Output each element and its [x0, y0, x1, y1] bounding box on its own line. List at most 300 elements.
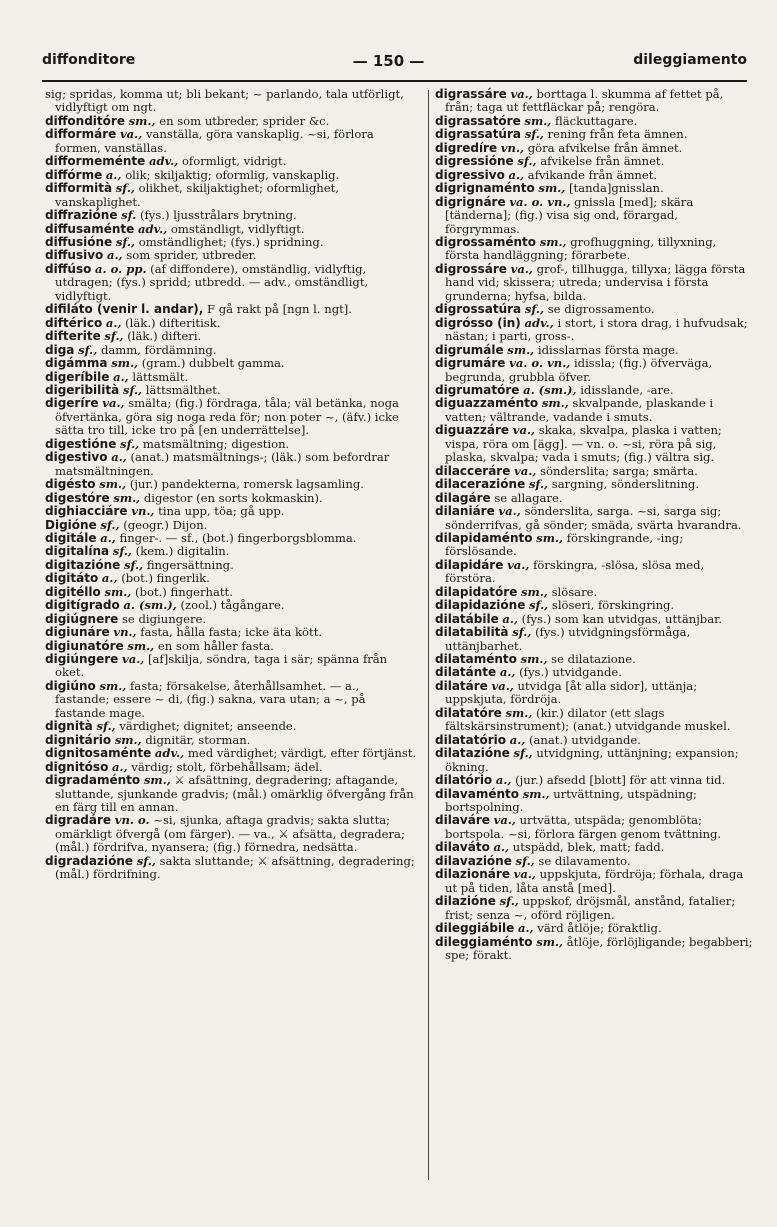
entry-definition: (läk.) difteritisk.	[125, 315, 221, 330]
dictionary-entry	[435, 384, 753, 397]
entry-definition: matsmältning; digestion.	[142, 436, 290, 451]
entry-grammar: va.,	[119, 127, 143, 142]
entry-grammar: sm.,	[524, 113, 552, 128]
entry-headword: difformáre	[45, 127, 117, 142]
entry-headword: difterite	[45, 329, 101, 344]
entry-grammar: sm.,	[104, 584, 132, 599]
entry-definition: sönderslita, sarga. ~si, sarga sig; sönderrifvas, gå sönder; smäda, svärta hvarandra.	[445, 504, 742, 532]
entry-headword: dilagáre	[435, 490, 491, 505]
dictionary-entry	[435, 263, 753, 303]
entry-headword: Digióne	[45, 517, 97, 532]
dictionary-entry	[435, 465, 753, 478]
entry-definition: afvikande från ämnet.	[527, 167, 658, 182]
dictionary-entry	[45, 519, 417, 532]
entry-headword: digrósso (in)	[435, 315, 521, 330]
entry-definition: se digiungere.	[121, 611, 207, 626]
entry-headword: dilavaménto	[435, 786, 519, 801]
entry-grammar: sf.,	[517, 154, 537, 169]
entry-headword: digeribilità	[45, 382, 120, 397]
dictionary-entry	[45, 344, 417, 357]
entry-definition: grofhuggning, tillyxning, första handläggning; förarbete.	[445, 234, 717, 263]
entry-headword: diguazzaménto	[435, 396, 539, 411]
dictionary-entry	[435, 734, 753, 747]
dictionary-entry	[435, 142, 753, 155]
entry-headword: digradazióne	[45, 853, 134, 868]
entry-grammar: sf.,	[112, 544, 132, 559]
entry-grammar: a.,	[502, 611, 518, 626]
entry-definition: smälta; (fig.) fördraga, tåla; väl betänka, noga öfvertänka, göra sig noga reda för; non poter ~, (äfv.) icke sätta tro till, icke tro på [en underrättelse].	[55, 396, 399, 438]
entry-headword: dileggiaménto	[435, 934, 533, 949]
dictionary-entry	[45, 572, 417, 585]
entry-headword: dilatánte	[435, 665, 497, 680]
entry-headword: digressivo	[435, 167, 505, 182]
entry-headword: dilataménto	[435, 652, 517, 667]
dictionary-entry	[435, 653, 753, 666]
entry-headword: digrumále	[435, 342, 504, 357]
entry-headword: diffusaménte	[45, 221, 135, 236]
entry-headword: digrassatóre	[435, 113, 521, 128]
entry-definition: rening från feta ämnen.	[547, 127, 688, 142]
entry-grammar: sm.,	[507, 342, 535, 357]
entry-headword: digredíre	[435, 140, 498, 155]
entry-grammar: sf.,	[524, 127, 544, 142]
entry-headword: digiúgnere	[45, 611, 119, 626]
entry-grammar: vn.,	[500, 140, 525, 155]
entry-headword: dilacerazióne	[435, 477, 526, 492]
entry-definition: omständligt, vidlyftigt.	[170, 221, 305, 236]
entry-headword: dilaváto	[435, 840, 490, 855]
entry-definition: gnissla [med]; skära [tänderna]; (fig.) visa sig ond, förargad, förgrymmas.	[445, 194, 694, 236]
dictionary-entry	[435, 303, 753, 316]
entry-headword: difiláto (venir l. andar),	[45, 302, 204, 317]
entry-grammar: sf.,	[512, 625, 532, 640]
dictionary-entry	[45, 451, 417, 478]
entry-grammar: va.,	[121, 652, 145, 667]
entry-headword: diguazzáre	[435, 423, 510, 438]
entry-grammar: sf.	[121, 208, 137, 223]
dictionary-entry	[435, 680, 753, 707]
entry-definition: förskingrande, -ing; förslösande.	[445, 530, 684, 559]
entry-definition: sönderslita; sarga; smärta.	[540, 463, 698, 478]
entry-definition: åtlöje, förlöjligande; begabberi; spe; förakt.	[445, 934, 753, 962]
entry-grammar: a.,	[499, 665, 516, 680]
entry-grammar: sm.,	[505, 705, 533, 720]
entry-definition: (geogr.) Dijon.	[123, 517, 208, 532]
entry-definition: omständlighet; (fys.) spridning.	[138, 234, 324, 249]
entry-grammar: sm.,	[520, 652, 548, 667]
entry-definition: lättsmälthet.	[145, 382, 221, 397]
entry-headword: dignitário	[45, 732, 112, 747]
entry-grammar: va.,	[510, 87, 533, 101]
entry-headword: digeríre	[45, 396, 99, 411]
entry-headword: dilatatóre	[435, 705, 502, 720]
entry-grammar: a. (sm.),	[523, 382, 577, 397]
entry-definition: (anat.) matsmältnings-; (läk.) som befordrar matsmältningen.	[55, 450, 390, 478]
entry-grammar: sm.,	[127, 638, 155, 653]
entry-grammar: sf.,	[524, 302, 545, 317]
entry-definition: olik; skiljaktig; oformlig, vanskaplig.	[125, 167, 340, 182]
entry-headword: dilapidatóre	[435, 584, 518, 599]
entry-definition: damm, fördämning.	[100, 342, 217, 357]
dictionary-entry	[435, 182, 753, 195]
entry-headword: digrossaménto	[435, 234, 537, 249]
dictionary-entry	[45, 814, 417, 854]
dictionary-entry	[435, 855, 753, 868]
entry-definition: göra afvikelse från ämnet.	[527, 140, 683, 155]
dictionary-entry	[45, 128, 417, 155]
entry-headword: digitígrado	[45, 598, 120, 613]
entry-grammar: sf.,	[115, 181, 135, 196]
entry-definition: fingersättning.	[146, 557, 234, 572]
dictionary-entry	[45, 317, 417, 330]
entry-definition: idisslarnas första mage.	[537, 342, 679, 357]
entry-headword: digrossatúra	[435, 302, 522, 317]
entry-definition: en som utbreder, sprider &c.	[159, 113, 330, 128]
entry-definition: se digrossamento.	[547, 302, 655, 317]
entry-grammar: va.,	[498, 504, 521, 519]
entry-grammar: sm.,	[536, 934, 564, 949]
dictionary-entry	[45, 223, 417, 236]
entry-headword: digiunáre	[45, 625, 110, 640]
entry-headword: dilavazióne	[435, 853, 512, 868]
entry-grammar: sf.,	[136, 853, 156, 868]
entry-headword: diffusióne	[45, 234, 113, 249]
entry-definition: med värdighet; värdigt, efter förtjänst.	[187, 746, 417, 761]
entry-grammar: sf.,	[528, 477, 549, 492]
entry-headword: digestóre	[45, 490, 110, 505]
entry-headword: dilazionáre	[435, 867, 510, 882]
entry-grammar: sf.,	[100, 517, 120, 532]
entry-definition: förskingra, -slösa, slösa med, förstöra.	[445, 557, 705, 586]
entry-definition: sargning, sönderslitning.	[551, 477, 700, 492]
entry-grammar: va. o. vn.,	[509, 194, 571, 209]
dictionary-entry	[435, 128, 753, 141]
entry-grammar: adv.,	[524, 315, 554, 330]
entry-definition: afvikelse från ämnet.	[540, 154, 665, 169]
entry-grammar: a.,	[101, 571, 118, 586]
entry-grammar: va.,	[512, 423, 536, 438]
entry-headword: dilatáre	[435, 678, 488, 693]
dictionary-entry	[45, 653, 417, 680]
entry-grammar: sm.,	[541, 396, 569, 411]
entry-definition: grof-, tillhugga, tillyxa; lägga första hand vid; skissera; utreda; undervisa i första grunderna; hyfsa, bilda.	[445, 261, 746, 303]
entry-definition: värdighet; dignitet; anseende.	[119, 719, 297, 734]
dictionary-entry	[435, 169, 753, 182]
dictionary-entry	[45, 303, 417, 316]
dictionary-entry	[45, 586, 417, 599]
entry-definition: urtvätta, utspäda; genomblöta; bortspola. ~si, förlora färgen genom tvättning.	[445, 813, 722, 841]
dictionary-entry	[45, 747, 417, 760]
entry-headword: difformità	[45, 181, 113, 196]
entry-grammar: a.,	[113, 369, 129, 384]
entry-grammar: va. o. vn.,	[509, 356, 571, 371]
dictionary-entry	[435, 196, 753, 236]
entry-headword: digiúno	[45, 678, 96, 693]
entry-grammar: sm.,	[536, 530, 564, 545]
dictionary-entry	[435, 599, 753, 612]
dictionary-entry	[45, 680, 417, 720]
dictionary-entry	[435, 532, 753, 559]
dictionary-entry	[435, 492, 753, 505]
entry-headword: digrignáre	[435, 194, 506, 209]
entry-headword: dignitóso	[45, 759, 109, 774]
entry-definition: (bot.) fingerhatt.	[135, 584, 233, 599]
entry-headword: dilatatório	[435, 732, 507, 747]
dictionary-entry	[435, 922, 753, 935]
entry-definition: se dilavamento.	[538, 853, 631, 868]
entry-definition: (anat.) utvidgande.	[528, 732, 641, 747]
entry-definition: som sprider, utbreder.	[126, 248, 257, 263]
entry-definition: [tanda]gnisslan.	[568, 181, 664, 196]
entry-headword: digámma	[45, 356, 108, 371]
header-right-guide-word: dileggiamento	[633, 52, 747, 68]
dictionary-entry	[45, 640, 417, 653]
entry-grammar: sm.,	[128, 113, 156, 128]
entry-grammar: sm.,	[521, 584, 548, 599]
dictionary-entry	[435, 344, 753, 357]
dictionary-entry	[435, 841, 753, 854]
entry-grammar: a.,	[493, 840, 510, 855]
entry-headword: digitalína	[45, 544, 110, 559]
dictionary-entry	[45, 613, 417, 626]
entry-definition: [af]skilja, söndra, taga i sär; spänna från oket.	[55, 652, 388, 680]
entry-definition: (fys.) utvidgningsförmåga, uttänjbarhet.	[445, 625, 691, 653]
dictionary-entry	[45, 761, 417, 774]
dictionary-entry	[45, 330, 417, 343]
entry-grammar: sm.,	[111, 356, 139, 371]
dictionary-entry	[45, 505, 417, 518]
entry-grammar: sm.,	[113, 490, 141, 505]
entry-grammar: sf.,	[123, 557, 144, 572]
dictionary-entry	[435, 424, 753, 464]
entry-definition: (fys.) ljusstrålars brytning.	[139, 208, 297, 223]
entry-definition: (jur.) afsedd [blott] för att vinna tid.	[515, 773, 726, 788]
dictionary-entry	[45, 774, 417, 814]
dictionary-entry	[435, 666, 753, 679]
entry-definition: (zool.) tågångare.	[180, 598, 285, 613]
entry-headword: difformeménte	[45, 154, 146, 169]
entry-grammar: a.,	[105, 167, 122, 182]
entry-headword: digestivo	[45, 450, 108, 465]
entry-headword: digitéllo	[45, 584, 101, 599]
dictionary-entry	[45, 545, 417, 558]
entry-headword: dilapidaménto	[435, 530, 533, 545]
entry-headword: dilapidáre	[435, 557, 504, 572]
entry-grammar: va.,	[493, 813, 516, 828]
entry-definition: värd åtlöje; föraktlig.	[537, 921, 662, 936]
entry-grammar: a.,	[509, 732, 526, 747]
entry-headword: diftérico	[45, 315, 103, 330]
entry-definition: idisslande, -are.	[580, 382, 674, 397]
entry-grammar: a.,	[106, 248, 123, 263]
dictionary-entry	[435, 626, 753, 653]
entry-headword: dilapidazióne	[435, 598, 526, 613]
entry-definition: sakta sluttande; ⚔ afsättning, degradering; (mål.) fördrifning.	[55, 853, 415, 882]
dictionary-entry	[435, 236, 753, 263]
entry-definition: dignitär, storman.	[145, 732, 251, 747]
entry-definition: se allagare.	[494, 490, 563, 505]
entry-grammar: sf.,	[513, 746, 533, 761]
entry-grammar: a.,	[105, 315, 122, 330]
dictionary-entry	[435, 613, 753, 626]
entry-headword: dignitosaménte	[45, 746, 152, 761]
entry-headword: digitáto	[45, 571, 99, 586]
dictionary-entry	[45, 397, 417, 437]
entry-grammar: sf.,	[515, 853, 535, 868]
entry-headword: dilaniáre	[435, 504, 495, 519]
entry-headword: dilatabilità	[435, 625, 509, 640]
dictionary-entry	[45, 559, 417, 572]
entry-headword: diffrazióne	[45, 208, 118, 223]
entry-headword: digésto	[45, 477, 96, 492]
entry-definition: idissla; (fig.) öfverväga, begrunda, grubbla öfver.	[445, 356, 713, 384]
dictionary-entry	[45, 182, 417, 209]
entry-grammar: sm.,	[143, 773, 171, 788]
dictionary-entry	[435, 317, 753, 344]
dictionary-entry	[435, 747, 753, 774]
entry-headword: digradaménto	[45, 773, 141, 788]
entry-definition: skvalpande, plaskande i vatten; vältrande, vadande i smuts.	[445, 396, 714, 424]
entry-headword: dileggiábile	[435, 921, 515, 936]
entry-headword: digrassáre	[435, 87, 507, 101]
entry-grammar: sm.,	[99, 678, 127, 693]
entry-grammar: va.,	[102, 396, 125, 411]
entry-definition: (fys.) som kan utvidgas, uttänjbar.	[521, 611, 723, 626]
entry-grammar: sf.,	[120, 436, 140, 451]
entry-grammar: a.,	[495, 773, 512, 788]
entry-definition: ⚔ afsättning, degradering; aftagande, sluttande, sjunkande gradvis; (mål.) omärklig öfvergång från en färg till en annan.	[55, 773, 414, 815]
dictionary-entry	[45, 438, 417, 451]
entry-definition: fasta; försakelse, återhållsamhet. — a., fastande; essere ~ di, (fig.) sakna, vara utan; a ~, på fastande mage.	[55, 678, 366, 720]
entry-definition: se dilatazione.	[551, 652, 636, 667]
entry-grammar: sf.,	[122, 382, 143, 397]
entry-definition: slöseri, förskingring.	[551, 598, 675, 613]
entry-definition: (läk.) difteri.	[127, 329, 202, 344]
entry-grammar: vn.,	[113, 625, 137, 640]
entry-headword: diga	[45, 342, 75, 357]
entry-definition: vanställa, göra vanskaplig. ~si, förlora formen, vanställas.	[55, 127, 374, 155]
entry-grammar: a. (sm.),	[123, 598, 177, 613]
dictionary-entry	[435, 936, 753, 963]
dictionary-entry	[45, 209, 417, 222]
dictionary-entry	[45, 371, 417, 384]
entry-headword: digitazióne	[45, 557, 121, 572]
entry-grammar: a.,	[100, 530, 116, 545]
entry-definition: tina upp, töa; gå upp.	[158, 504, 285, 519]
entry-headword: digeríbile	[45, 369, 110, 384]
entry-grammar: a. o. pp.	[95, 261, 147, 276]
entry-definition: utvidgning, uttänjning; expansion; ökning.	[445, 746, 739, 774]
entry-definition: fasta, hålla fasta; icke äta kött.	[140, 625, 323, 640]
entry-definition: sig; spridas, komma ut; bli bekant; ~ parlando, tala utförligt, vidlyftigt om ngt.	[45, 87, 404, 115]
entry-definition: (af diffondere), omständlig, vidlyftig, utdragen; (fys.) spridd; utbredd. — adv., omständligt, vidlyftigt.	[55, 261, 369, 303]
entry-headword: digrignaménto	[435, 181, 535, 196]
dictionary-entry	[435, 559, 753, 586]
dictionary-entry	[435, 88, 753, 115]
dictionary-entry	[45, 855, 417, 882]
entry-grammar: sm.,	[538, 181, 566, 196]
entry-definition: (fys.) utvidgande.	[519, 665, 622, 680]
entry-definition: finger-. — sf., (bot.) fingerborgsblomma.	[119, 530, 357, 545]
dictionary-entry	[45, 532, 417, 545]
entry-grammar: sf.,	[96, 719, 116, 734]
entry-definition: uppskjuta, fördröja; förhala, draga ut på tiden, låta anstå [med].	[445, 867, 744, 895]
entry-headword: digrossáre	[435, 261, 507, 276]
entry-grammar: va.,	[507, 557, 530, 572]
entry-grammar: sm.,	[522, 786, 550, 801]
dictionary-entry	[435, 505, 753, 532]
dictionary-entry	[45, 155, 417, 168]
entry-grammar: sf.,	[529, 598, 549, 613]
dictionary-entry	[435, 155, 753, 168]
entry-definition: (jur.) pandekterna, romersk lagsamling.	[129, 477, 364, 492]
entry-definition: skaka, skvalpa, plaska i vatten; vispa, röra om [ägg]. — vn. o. ~si, röra på sig, plaska, skvalpa; vada i smuts; (fig.) vältra sig.	[445, 423, 722, 465]
dictionary-entry	[45, 236, 417, 249]
entry-headword: dilacceráre	[435, 463, 511, 478]
entry-grammar: sm.,	[99, 477, 127, 492]
dictionary-entry	[435, 478, 753, 491]
entry-headword: digiúngere	[45, 652, 119, 667]
entry-headword: digrumatóre	[435, 382, 520, 397]
entry-definition: digestor (en sorts kokmaskin).	[143, 490, 323, 505]
dictionary-entry	[45, 169, 417, 182]
entry-definition: urtvättning, utspädning; bortspolning.	[445, 786, 697, 815]
entry-grammar: va.,	[513, 867, 536, 882]
entry-grammar: va.,	[514, 463, 537, 478]
entry-headword: digressióne	[435, 154, 514, 169]
entry-headword: dilazióne	[435, 894, 496, 909]
entry-definition: lättsmält.	[132, 369, 189, 384]
entry-headword: dilatábile	[435, 611, 499, 626]
entry-headword: diffúso	[45, 261, 92, 276]
entry-grammar: sf.,	[115, 234, 136, 249]
entry-grammar: sm.,	[114, 732, 142, 747]
column-divider	[428, 90, 429, 1180]
entry-headword: dilatazióne	[435, 746, 510, 761]
entry-definition: (kir.) dilator (ett slags fältskärsinstrument); (anat.) utvidgande muskel.	[445, 705, 731, 734]
entry-grammar: a.,	[111, 450, 127, 465]
dictionary-entry	[45, 734, 417, 747]
entry-grammar: vn. o.	[114, 813, 150, 828]
entry-grammar: sf.,	[78, 342, 98, 357]
dictionary-entry	[435, 707, 753, 734]
entry-headword: dilatório	[435, 773, 493, 788]
dictionary-entry	[45, 478, 417, 491]
entry-headword: diffórme	[45, 167, 103, 182]
dictionary-entry	[45, 249, 417, 262]
entry-definition: (gram.) dubbelt gamma.	[141, 356, 285, 371]
entry-definition: utspädd, blek, matt; fadd.	[512, 840, 665, 855]
entry-grammar: a.,	[508, 167, 525, 182]
entry-definition: värdig; stolt, förbehållsam; ädel.	[131, 759, 323, 774]
dictionary-entry	[435, 397, 753, 424]
dictionary-entry	[435, 788, 753, 815]
entry-headword: digiunatóre	[45, 638, 124, 653]
dictionary-entry	[435, 895, 753, 922]
entry-headword: dignità	[45, 719, 93, 734]
entry-grammar: sm.,	[539, 234, 567, 249]
entry-definition: utvidga [åt alla sidor], uttänja; uppskjuta, fördröja.	[445, 678, 698, 707]
entry-definition: oformligt, vidrigt.	[181, 154, 287, 169]
entry-headword: digestióne	[45, 436, 117, 451]
entry-headword: dilaváre	[435, 813, 490, 828]
entry-headword: diffusivo	[45, 248, 104, 263]
page-number: — 150 —	[352, 52, 425, 70]
entry-definition: i stort, i stora drag, i hufvudsak; nästan; i parti, gross-.	[445, 315, 748, 344]
dictionary-entry	[45, 115, 417, 128]
page-header	[0, 52, 777, 74]
right-column	[435, 88, 753, 962]
